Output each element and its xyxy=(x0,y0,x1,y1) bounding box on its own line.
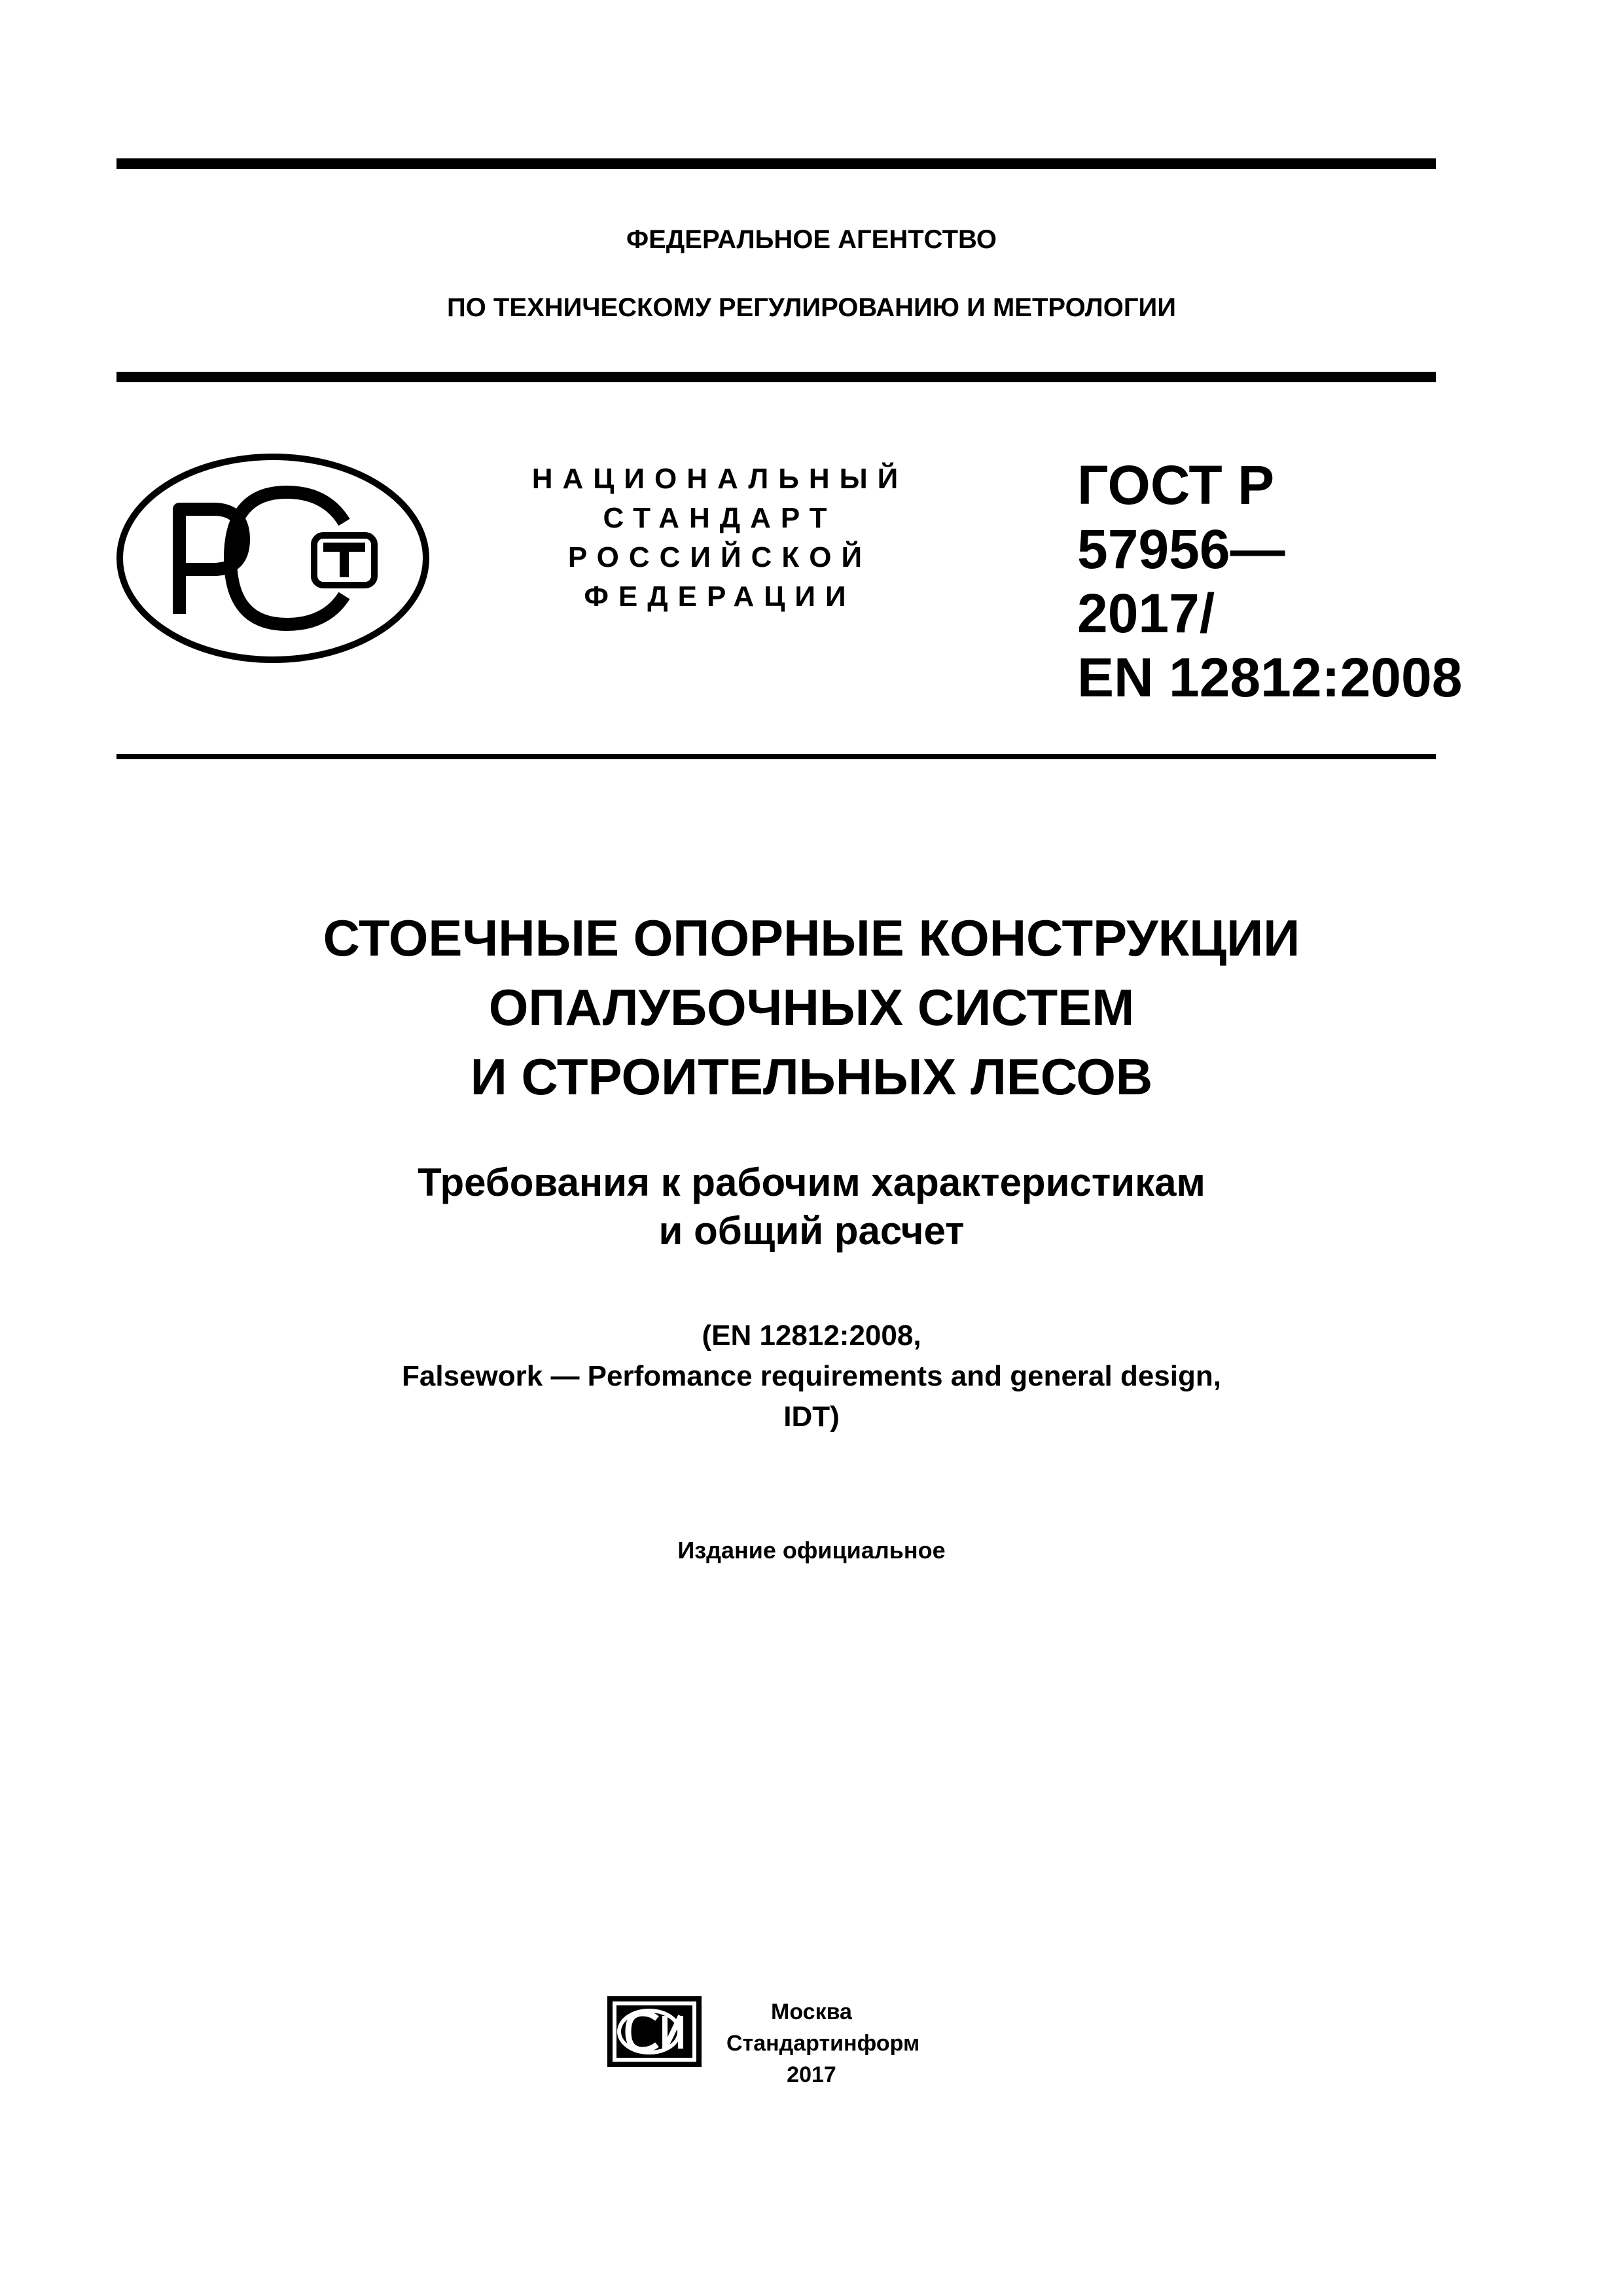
standard-designation xyxy=(1077,453,1462,709)
nat-std-line-3: РОССИЙСКОЙ xyxy=(567,541,872,573)
national-standard-label xyxy=(497,459,942,617)
nat-std-line-4: ФЕДЕРАЦИИ xyxy=(584,581,856,613)
original-ref-line-2: Falsework — Perfomance requirements and general design, xyxy=(402,1360,1221,1392)
subtitle-line-2: и общий расчет xyxy=(658,1209,965,1253)
standartinform-logo xyxy=(607,1996,702,2067)
subtitle-line-1: Требования к рабочим характеристикам xyxy=(418,1160,1205,1204)
designation-line-2: 57956— xyxy=(1077,518,1285,580)
nat-std-line-1: НАЦИОНАЛЬНЫЙ xyxy=(531,463,908,495)
title-line-2: ОПАЛУБОЧНЫХ СИСТЕМ xyxy=(488,978,1135,1036)
publisher-block xyxy=(726,1996,920,2090)
title-line-3: И СТРОИТЕЛЬНЫХ ЛЕСОВ xyxy=(470,1048,1153,1105)
designation-line-1: ГОСТ Р xyxy=(1077,454,1275,516)
title-line-1: СТОЕЧНЫЕ ОПОРНЫЕ КОНСТРУКЦИИ xyxy=(323,909,1300,967)
nat-std-line-2: СТАНДАРТ xyxy=(603,502,837,534)
top-rule xyxy=(116,158,1436,169)
header-bottom-rule xyxy=(116,372,1436,382)
original-ref-line-3: IDT) xyxy=(783,1401,840,1433)
original-ref-line-1: (EN 12812:2008, xyxy=(702,1319,921,1352)
designation-line-4: EN 12812:2008 xyxy=(1077,647,1463,708)
designation-bottom-rule xyxy=(116,754,1436,759)
publisher-name: Стандартинформ xyxy=(726,2031,920,2056)
agency-line-1: ФЕДЕРАЛЬНОЕ АГЕНТСТВО xyxy=(626,225,997,254)
rst-emblem-logo xyxy=(115,452,431,665)
agency-line-2: ПО ТЕХНИЧЕСКОМУ РЕГУЛИРОВАНИЮ И МЕТРОЛОГИИ xyxy=(446,293,1177,322)
publisher-city: Москва xyxy=(771,2000,852,2024)
designation-line-3: 2017/ xyxy=(1077,583,1215,644)
publisher-year: 2017 xyxy=(787,2062,836,2087)
edition-label: Издание официальное xyxy=(677,1537,946,1564)
